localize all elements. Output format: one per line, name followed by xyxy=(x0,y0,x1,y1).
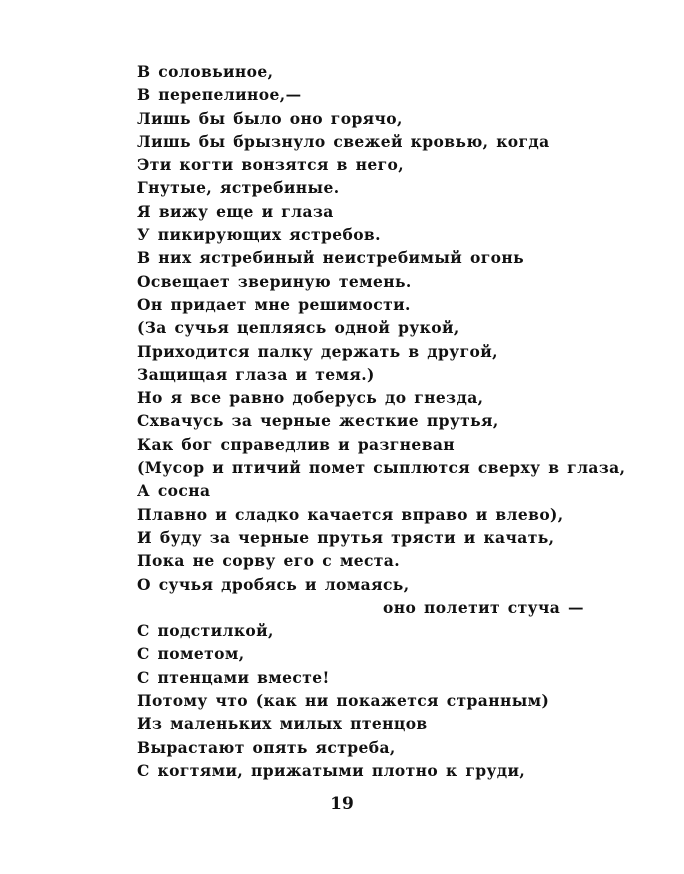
poem-line: Из маленьких милых птенцов xyxy=(137,714,428,734)
poem-line: Эти когти вонзятся в него, xyxy=(137,155,405,175)
poem-line: С когтями, прижатыми плотно к груди, xyxy=(137,760,526,780)
poem-line: Гнутые, ястребиные. xyxy=(137,178,340,198)
poem-line: Потому что (как ни покажется странным) xyxy=(137,691,550,711)
poem-line: В соловьиное, xyxy=(137,62,274,81)
poem-line: В перепелиное,— xyxy=(137,85,302,105)
poem-line: Лишь бы было оно горячо, xyxy=(137,108,403,128)
poem-line: У пикирующих ястребов. xyxy=(137,225,381,245)
poem-line: Схвачусь за черные жесткие прутья, xyxy=(137,411,499,431)
poem-line: Я вижу еще и глаза xyxy=(137,201,334,221)
poem-line: (Мусор и птичий помет сыплются сверху в глаза, xyxy=(137,458,626,478)
poem-line: Лишь бы брызнуло свежей кровью, когда xyxy=(137,131,550,151)
poem-line: И буду за черные прутья трясти и качать, xyxy=(137,527,555,547)
poem-line: Плавно и сладко качается вправо и влево), xyxy=(137,504,564,524)
poem-line: Он придает мне решимости. xyxy=(137,294,411,314)
page-number: 19 xyxy=(330,794,354,814)
poem-line: С пометом, xyxy=(137,644,245,664)
poem-line: О сучья дробясь и ломаясь, xyxy=(137,574,410,594)
poem-line: С подстилкой, xyxy=(137,621,274,641)
poem-line: Как бог справедлив и разгневан xyxy=(137,434,456,454)
poem-line: (За сучья цепляясь одной рукой, xyxy=(137,318,460,338)
poem-line: А сосна xyxy=(137,481,211,501)
poem-line: Освещает звериную темень. xyxy=(137,271,412,291)
poem-line: Приходится палку держать в другой, xyxy=(137,341,498,361)
poem-text xyxy=(137,60,626,782)
poem-line: В них ястребиный неистребимый огонь xyxy=(137,248,524,268)
poem-line: Защищая глаза и темя.) xyxy=(137,364,375,384)
poem-line: Пока не сорву его с места. xyxy=(137,551,401,571)
poem-line: С птенцами вместе! xyxy=(137,667,330,687)
poem-line-indented: оно полетит стуча — xyxy=(383,597,584,617)
poem-line: Вырастают опять ястреба, xyxy=(137,737,396,757)
poem-line: Но я все равно доберусь до гнезда, xyxy=(137,388,484,408)
